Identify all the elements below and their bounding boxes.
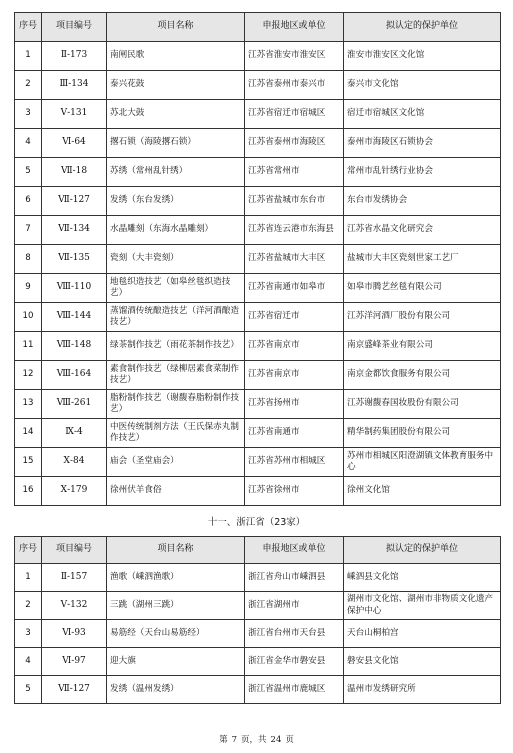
cell-name: 瓷刻（大丰瓷刻） xyxy=(107,245,245,274)
cell-unit: 东台市发绣协会 xyxy=(344,187,501,216)
cell-name: 撂石锁（海陵撂石锁） xyxy=(107,129,245,158)
cell-seq: 1 xyxy=(15,42,42,71)
table-row xyxy=(15,245,501,274)
cell-seq: 4 xyxy=(15,129,42,158)
cell-code: Ⅹ-179 xyxy=(42,477,107,506)
table-row xyxy=(15,361,501,390)
table-row xyxy=(15,216,501,245)
cell-region: 浙江省湖州市 xyxy=(245,592,344,620)
cell-code: Ⅴ-132 xyxy=(42,592,107,620)
cell-seq: 3 xyxy=(15,620,42,648)
table-row xyxy=(15,390,501,419)
cell-seq: 12 xyxy=(15,361,42,390)
table-header-row xyxy=(15,537,501,564)
cell-seq: 11 xyxy=(15,332,42,361)
cell-unit: 常州市乱针绣行业协会 xyxy=(344,158,501,187)
cell-name: 苏北大鼓 xyxy=(107,100,245,129)
cell-code: Ⅶ-134 xyxy=(42,216,107,245)
cell-unit: 苏州市相城区阳澄湖镇文体教育服务中心 xyxy=(344,448,501,477)
cell-name: 泰兴花鼓 xyxy=(107,71,245,100)
cell-code: Ⅷ-261 xyxy=(42,390,107,419)
cell-code: Ⅹ-84 xyxy=(42,448,107,477)
cell-name: 徐州伏羊食俗 xyxy=(107,477,245,506)
cell-region: 浙江省舟山市嵊泗县 xyxy=(245,564,344,592)
table-row xyxy=(15,648,501,676)
cell-name: 中医传统制剂方法（王氏保赤丸制作技艺） xyxy=(107,419,245,448)
cell-region: 浙江省台州市天台县 xyxy=(245,620,344,648)
cell-seq: 13 xyxy=(15,390,42,419)
cell-code: Ⅱ-173 xyxy=(42,42,107,71)
cell-name: 蒸馏酒传统酿造技艺（洋河酒酿造技艺） xyxy=(107,303,245,332)
table-row xyxy=(15,187,501,216)
cell-seq: 2 xyxy=(15,592,42,620)
cell-code: Ⅸ-4 xyxy=(42,419,107,448)
cell-code: Ⅱ-157 xyxy=(42,564,107,592)
table-row xyxy=(15,158,501,187)
header-seq: 序号 xyxy=(15,537,42,564)
cell-name: 易筋经（天台山易筋经） xyxy=(107,620,245,648)
cell-seq: 9 xyxy=(15,274,42,303)
cell-code: Ⅷ-148 xyxy=(42,332,107,361)
table-row xyxy=(15,448,501,477)
heritage-table-zhejiang xyxy=(14,536,501,704)
cell-seq: 6 xyxy=(15,187,42,216)
cell-seq: 16 xyxy=(15,477,42,506)
heritage-table-jiangsu xyxy=(14,12,501,506)
cell-region: 江苏省盐城市大丰区 xyxy=(245,245,344,274)
cell-name: 庙会（圣堂庙会） xyxy=(107,448,245,477)
cell-name: 苏绣（常州乱针绣） xyxy=(107,158,245,187)
cell-code: Ⅶ-18 xyxy=(42,158,107,187)
cell-unit: 泰州市海陵区石锁协会 xyxy=(344,129,501,158)
cell-seq: 7 xyxy=(15,216,42,245)
header-name: 项目名称 xyxy=(107,13,245,42)
cell-name: 水晶雕刻（东海水晶雕刻） xyxy=(107,216,245,245)
cell-code: Ⅲ-134 xyxy=(42,71,107,100)
table-row xyxy=(15,129,501,158)
cell-region: 江苏省南京市 xyxy=(245,332,344,361)
table-row xyxy=(15,274,501,303)
cell-seq: 15 xyxy=(15,448,42,477)
cell-unit: 精华制药集团股份有限公司 xyxy=(344,419,501,448)
table-row xyxy=(15,477,501,506)
header-unit: 拟认定的保护单位 xyxy=(344,537,501,564)
table-row xyxy=(15,71,501,100)
cell-code: Ⅶ-127 xyxy=(42,676,107,704)
cell-region: 江苏省泰州市海陵区 xyxy=(245,129,344,158)
cell-code: Ⅴ-131 xyxy=(42,100,107,129)
table-row xyxy=(15,676,501,704)
cell-unit: 南京盛峰茶业有限公司 xyxy=(344,332,501,361)
cell-code: Ⅷ-110 xyxy=(42,274,107,303)
cell-region: 江苏省连云港市东海县 xyxy=(245,216,344,245)
cell-unit: 江苏洋河酒厂股份有限公司 xyxy=(344,303,501,332)
table-row xyxy=(15,303,501,332)
cell-name: 迎大旗 xyxy=(107,648,245,676)
cell-region: 江苏省宿迁市宿城区 xyxy=(245,100,344,129)
table-row xyxy=(15,42,501,71)
cell-unit: 如皋市腾艺丝毯有限公司 xyxy=(344,274,501,303)
cell-code: Ⅶ-135 xyxy=(42,245,107,274)
cell-code: Ⅶ-127 xyxy=(42,187,107,216)
table-row xyxy=(15,332,501,361)
cell-seq: 5 xyxy=(15,158,42,187)
header-unit: 拟认定的保护单位 xyxy=(344,13,501,42)
cell-region: 浙江省温州市鹿城区 xyxy=(245,676,344,704)
cell-name: 脂粉制作技艺（谢馥春脂粉制作技艺） xyxy=(107,390,245,419)
cell-region: 江苏省徐州市 xyxy=(245,477,344,506)
cell-unit: 泰兴市文化馆 xyxy=(344,71,501,100)
table-header-row xyxy=(15,13,501,42)
footer-mid: 页，共 xyxy=(241,735,267,745)
cell-region: 江苏省苏州市相城区 xyxy=(245,448,344,477)
cell-region: 江苏省淮安市淮安区 xyxy=(245,42,344,71)
cell-region: 江苏省南通市如皋市 xyxy=(245,274,344,303)
cell-region: 江苏省南通市 xyxy=(245,419,344,448)
section-title-zhejiang: 十一、浙江省（23家） xyxy=(207,517,306,528)
cell-region: 浙江省金华市磐安县 xyxy=(245,648,344,676)
footer-prefix: 第 xyxy=(219,735,228,745)
cell-region: 江苏省宿迁市 xyxy=(245,303,344,332)
cell-code: Ⅷ-144 xyxy=(42,303,107,332)
cell-code: Ⅵ-64 xyxy=(42,129,107,158)
header-code: 项目编号 xyxy=(42,537,107,564)
cell-seq: 5 xyxy=(15,676,42,704)
cell-code: Ⅷ-164 xyxy=(42,361,107,390)
header-region: 申报地区或单位 xyxy=(245,13,344,42)
cell-seq: 2 xyxy=(15,71,42,100)
cell-unit: 嵊泗县文化馆 xyxy=(344,564,501,592)
cell-name: 素食制作技艺（绿柳居素食菜制作技艺） xyxy=(107,361,245,390)
cell-unit: 温州市发绣研究所 xyxy=(344,676,501,704)
cell-name: 地毯织造技艺（如皋丝毯织造技艺） xyxy=(107,274,245,303)
cell-seq: 10 xyxy=(15,303,42,332)
cell-name: 南闸民歌 xyxy=(107,42,245,71)
cell-seq: 3 xyxy=(15,100,42,129)
cell-name: 发绣（东台发绣） xyxy=(107,187,245,216)
cell-seq: 14 xyxy=(15,419,42,448)
cell-name: 三跳（湖州三跳） xyxy=(107,592,245,620)
cell-unit: 徐州文化馆 xyxy=(344,477,501,506)
header-code: 项目编号 xyxy=(42,13,107,42)
cell-region: 江苏省南京市 xyxy=(245,361,344,390)
footer-total-pages: 24 xyxy=(270,735,282,745)
cell-unit: 江苏省水晶文化研究会 xyxy=(344,216,501,245)
cell-code: Ⅵ-97 xyxy=(42,648,107,676)
cell-name: 绿茶制作技艺（雨花茶制作技艺） xyxy=(107,332,245,361)
cell-name: 渔歌（嵊泗渔歌） xyxy=(107,564,245,592)
cell-region: 江苏省盐城市东台市 xyxy=(245,187,344,216)
header-seq: 序号 xyxy=(15,13,42,42)
header-name: 项目名称 xyxy=(107,537,245,564)
cell-unit: 天台山桐柏宫 xyxy=(344,620,501,648)
table-row xyxy=(15,564,501,592)
cell-region: 江苏省泰州市泰兴市 xyxy=(245,71,344,100)
cell-unit: 江苏谢馥春国妆股份有限公司 xyxy=(344,390,501,419)
table-row xyxy=(15,620,501,648)
table-row xyxy=(15,100,501,129)
cell-seq: 1 xyxy=(15,564,42,592)
cell-seq: 8 xyxy=(15,245,42,274)
cell-code: Ⅵ-93 xyxy=(42,620,107,648)
cell-region: 江苏省扬州市 xyxy=(245,390,344,419)
cell-region: 江苏省常州市 xyxy=(245,158,344,187)
cell-unit: 淮安市淮安区文化馆 xyxy=(344,42,501,71)
footer-suffix: 页 xyxy=(285,735,294,745)
cell-name: 发绣（温州发绣） xyxy=(107,676,245,704)
cell-unit: 南京金都饮食服务有限公司 xyxy=(344,361,501,390)
cell-seq: 4 xyxy=(15,648,42,676)
cell-unit: 宿迁市宿城区文化馆 xyxy=(344,100,501,129)
table-row xyxy=(15,419,501,448)
table-row xyxy=(15,592,501,620)
cell-unit: 盐城市大丰区瓷刻世家工艺厂 xyxy=(344,245,501,274)
cell-unit: 湖州市文化馆、湖州市非物质文化遗产保护中心 xyxy=(344,592,501,620)
page-footer xyxy=(0,733,513,745)
cell-unit: 磐安县文化馆 xyxy=(344,648,501,676)
footer-page-number: 7 xyxy=(231,735,238,745)
header-region: 申报地区或单位 xyxy=(245,537,344,564)
